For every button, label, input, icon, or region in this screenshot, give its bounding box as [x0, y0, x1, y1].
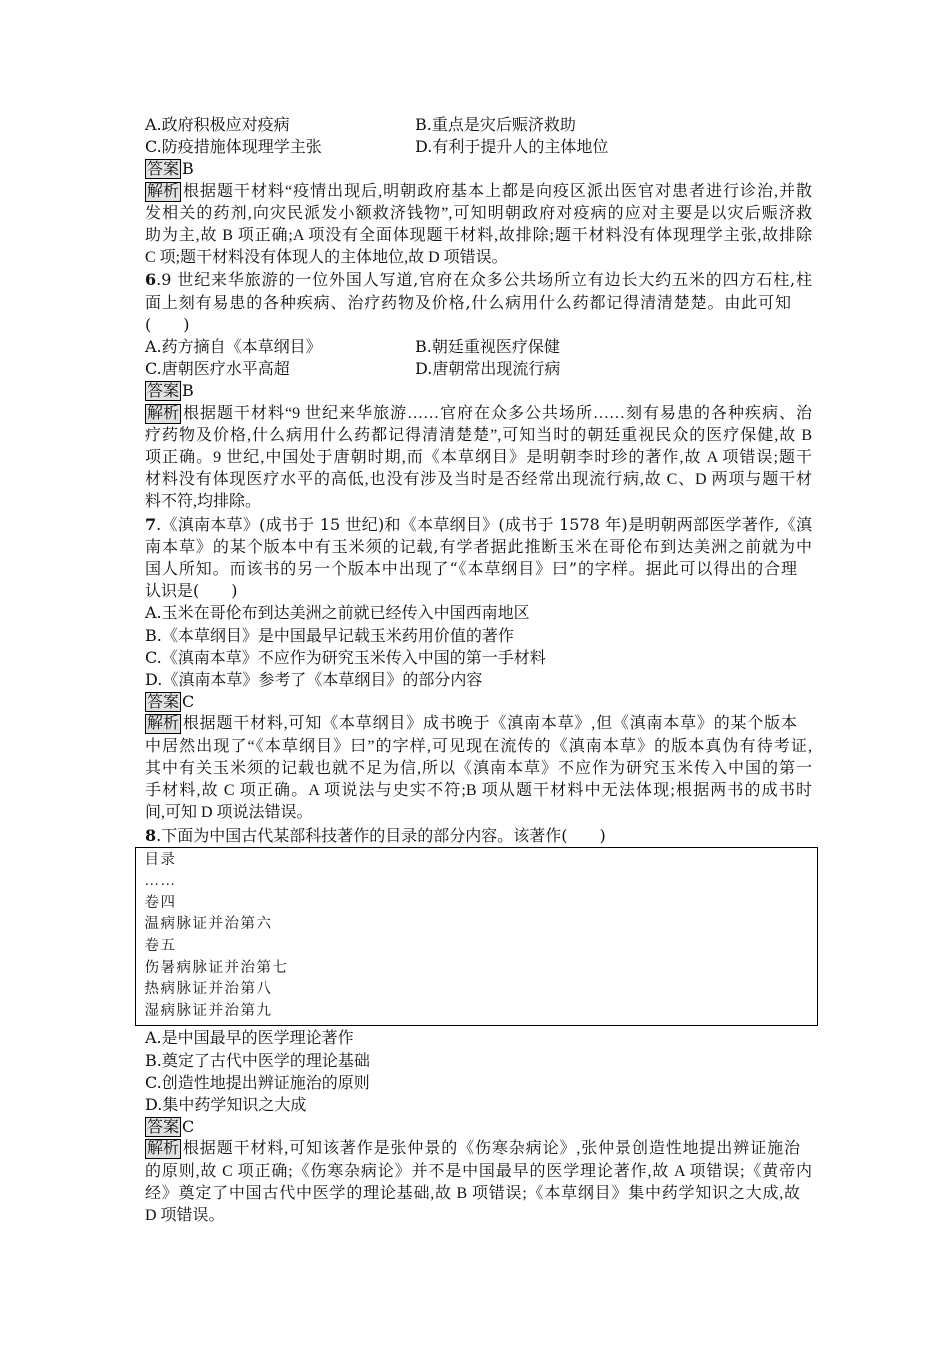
analysis-text: 根据题干材料“疫情出现后,明朝政府基本上都是向疫区派出医官对患者进行诊治,并散 [182, 182, 812, 200]
answer-label: 答案 [147, 1117, 180, 1137]
analysis-line [145, 1138, 800, 1160]
stem-text: .下面为中国古代某部科技著作的目录的部分内容。该著作( ) [156, 825, 606, 845]
analysis-label: 解析 [147, 1140, 180, 1158]
analysis-line: 项正确。9 世纪,中国处于唐朝时期,而《本草纲目》是明朝李时珍的著作,故 A 项错误;题干 [145, 449, 812, 467]
stem-line: 南本草》的某个版本中有玉米须的记载,有学者据此推断玉米在哥伦布到达美洲之前就为中 [145, 536, 812, 556]
options-row [145, 358, 812, 380]
analysis-line: C 项;题干材料没有体现人的主体地位,故 D 项错误。 [145, 249, 508, 267]
stem-line: 面上刻有易患的各种疾病、治疗药物及价格,什么病用什么药都记得清清楚楚。由此可知 [145, 292, 791, 312]
answer-value: B [182, 381, 194, 401]
stem-line: 国人所知。而该书的另一个版本中出现了“《本草纲目》曰”的字样。据此可以得出的合理 [145, 559, 797, 579]
analysis-line: D 项错误。 [145, 1207, 225, 1225]
analysis-line [145, 181, 812, 203]
stem-text: .9 世纪来华旅游的一位外国人写道,官府在众多公共场所立有边长大约五米的四方石柱,柱 [156, 270, 812, 290]
answer-row [145, 691, 812, 713]
option-c: C.防疫措施体现理学主张 [145, 137, 322, 157]
analysis-line: 的原则,故 C 项正确;《伤寒杂病论》并不是中国最早的医学理论著作,故 A 项错误;《黄帝内 [145, 1162, 812, 1180]
answer-blank: ( ) [145, 314, 190, 334]
analysis-label: 解析 [147, 404, 180, 422]
analysis-line: 疗药物及价格,什么病用什么药都记得清清楚楚”,可知当时的朝廷重视民众的医疗保健,故 B [145, 426, 812, 444]
analysis-text: 根据题干材料“9 世纪来华旅游……官府在众多公共场所……刻有易患的各种疾病、治 [182, 404, 812, 422]
analysis-line: 料不符,均排除。 [145, 493, 262, 511]
question-8 [145, 825, 812, 1228]
option-b: B.朝廷重视医疗保健 [415, 337, 560, 357]
stem-line [145, 269, 812, 291]
stem-line [145, 825, 812, 847]
table-of-contents-box [135, 847, 818, 1027]
option-b: B.奠定了古代中医学的理论基础 [145, 1050, 370, 1070]
question-number: 7 [145, 514, 157, 534]
option-d: D.有利于提升人的主体地位 [415, 137, 609, 157]
option-d: D.《滇南本草》参考了《本草纲目》的部分内容 [145, 670, 483, 690]
toc-chapter: 伤暑病脉证并治第七 [144, 959, 289, 976]
answer-value: C [182, 692, 195, 712]
analysis-line: 间,可知 D 项说法错误。 [145, 804, 313, 822]
analysis-line: 助为主,故 B 项正确;A 项没有全面体现题干材料,故排除;题干材料没有体现理学主张,故排除 [145, 227, 812, 245]
analysis-line: 中居然出现了“《本草纲目》曰”的字样,可见现在流传的《滇南本草》的版本真伪有待考证, [145, 737, 812, 755]
option-c: C.创造性地提出辨证施治的原则 [145, 1072, 370, 1092]
continued-question [145, 114, 812, 269]
analysis-line: 发相关的药剂,向灾民派发小额救济钱物”,可知明朝政府对疫病的应对主要是以灾后赈济救 [145, 204, 812, 222]
option-c: C.《滇南本草》不应作为研究玉米传入中国的第一手材料 [145, 647, 546, 667]
toc-heading: 目录 [144, 851, 177, 868]
question-6 [145, 269, 812, 513]
stem-text: .《滇南本草》(成书于 15 世纪)和《本草纲目》(成书于 1578 年)是明朝两部医学著作,《滇 [156, 514, 812, 534]
answer-label: 答案 [147, 381, 180, 401]
question-number: 6 [145, 270, 157, 290]
analysis-line: 其中有关玉米须的记载也就不足为信,所以《滇南本草》不应作为研究玉米传入中国的第一 [145, 759, 812, 777]
analysis-line: 材料没有体现医疗水平的高低,也没有涉及当时是否经常出现流行病,故 C、D 两项与题干材 [145, 471, 812, 489]
option-b: B.《本草纲目》是中国最早记载玉米药用价值的著作 [145, 625, 514, 645]
option-d: D.集中药学知识之大成 [145, 1095, 307, 1115]
analysis-text: 根据题干材料,可知《本草纲目》成书晚于《滇南本草》,但《滇南本草》的某个版本 [182, 715, 797, 733]
option-b: B.重点是灾后赈济救助 [415, 115, 576, 134]
answer-label: 答案 [147, 692, 180, 712]
toc-chapter: 温病脉证并治第六 [144, 916, 273, 933]
analysis-line: 手材料,故 C 项正确。A 项说法与史实不符;B 项从题干材料中无法体现;根据两书的成书时 [145, 782, 812, 800]
analysis-line: 经》奠定了中国古代中医学的理论基础,故 B 项错误;《本草纲目》集中药学知识之大成,故 [145, 1184, 800, 1202]
option-a: A.药方摘自《本草纲目》 [145, 337, 322, 357]
analysis-label: 解析 [147, 182, 180, 200]
stem-line: 认识是( ) [145, 581, 238, 601]
option-a: A.是中国最早的医学理论著作 [145, 1028, 354, 1048]
question-number: 8 [145, 825, 157, 845]
answer-row [145, 158, 812, 180]
toc-ellipsis: …… [144, 873, 177, 890]
toc-volume: 卷四 [144, 894, 177, 911]
option-c: C.唐朝医疗水平高超 [145, 359, 290, 379]
answer-value: B [182, 159, 194, 179]
analysis-label: 解析 [147, 715, 180, 733]
options-row [145, 114, 812, 136]
answer-label: 答案 [147, 159, 180, 179]
options-row [145, 136, 812, 158]
analysis-line [145, 403, 812, 425]
answer-row [145, 1116, 812, 1138]
option-a: A.玉米在哥伦布到达美洲之前就已经传入中国西南地区 [145, 603, 530, 623]
toc-chapter: 湿病脉证并治第九 [144, 1002, 273, 1019]
answer-row [145, 380, 812, 402]
analysis-text: 根据题干材料,可知该著作是张仲景的《伤寒杂病论》,张仲景创造性地提出辨证施治 [182, 1140, 800, 1158]
answer-value: C [182, 1117, 195, 1137]
stem-line [145, 514, 812, 536]
option-d: D.唐朝常出现流行病 [415, 359, 561, 379]
question-7 [145, 514, 812, 825]
document-page [145, 114, 812, 1227]
toc-volume: 卷五 [144, 938, 177, 955]
options-row [145, 336, 812, 358]
analysis-line [145, 713, 797, 735]
toc-chapter: 热病脉证并治第八 [144, 981, 273, 998]
option-a: A.政府积极应对疫病 [145, 115, 290, 134]
